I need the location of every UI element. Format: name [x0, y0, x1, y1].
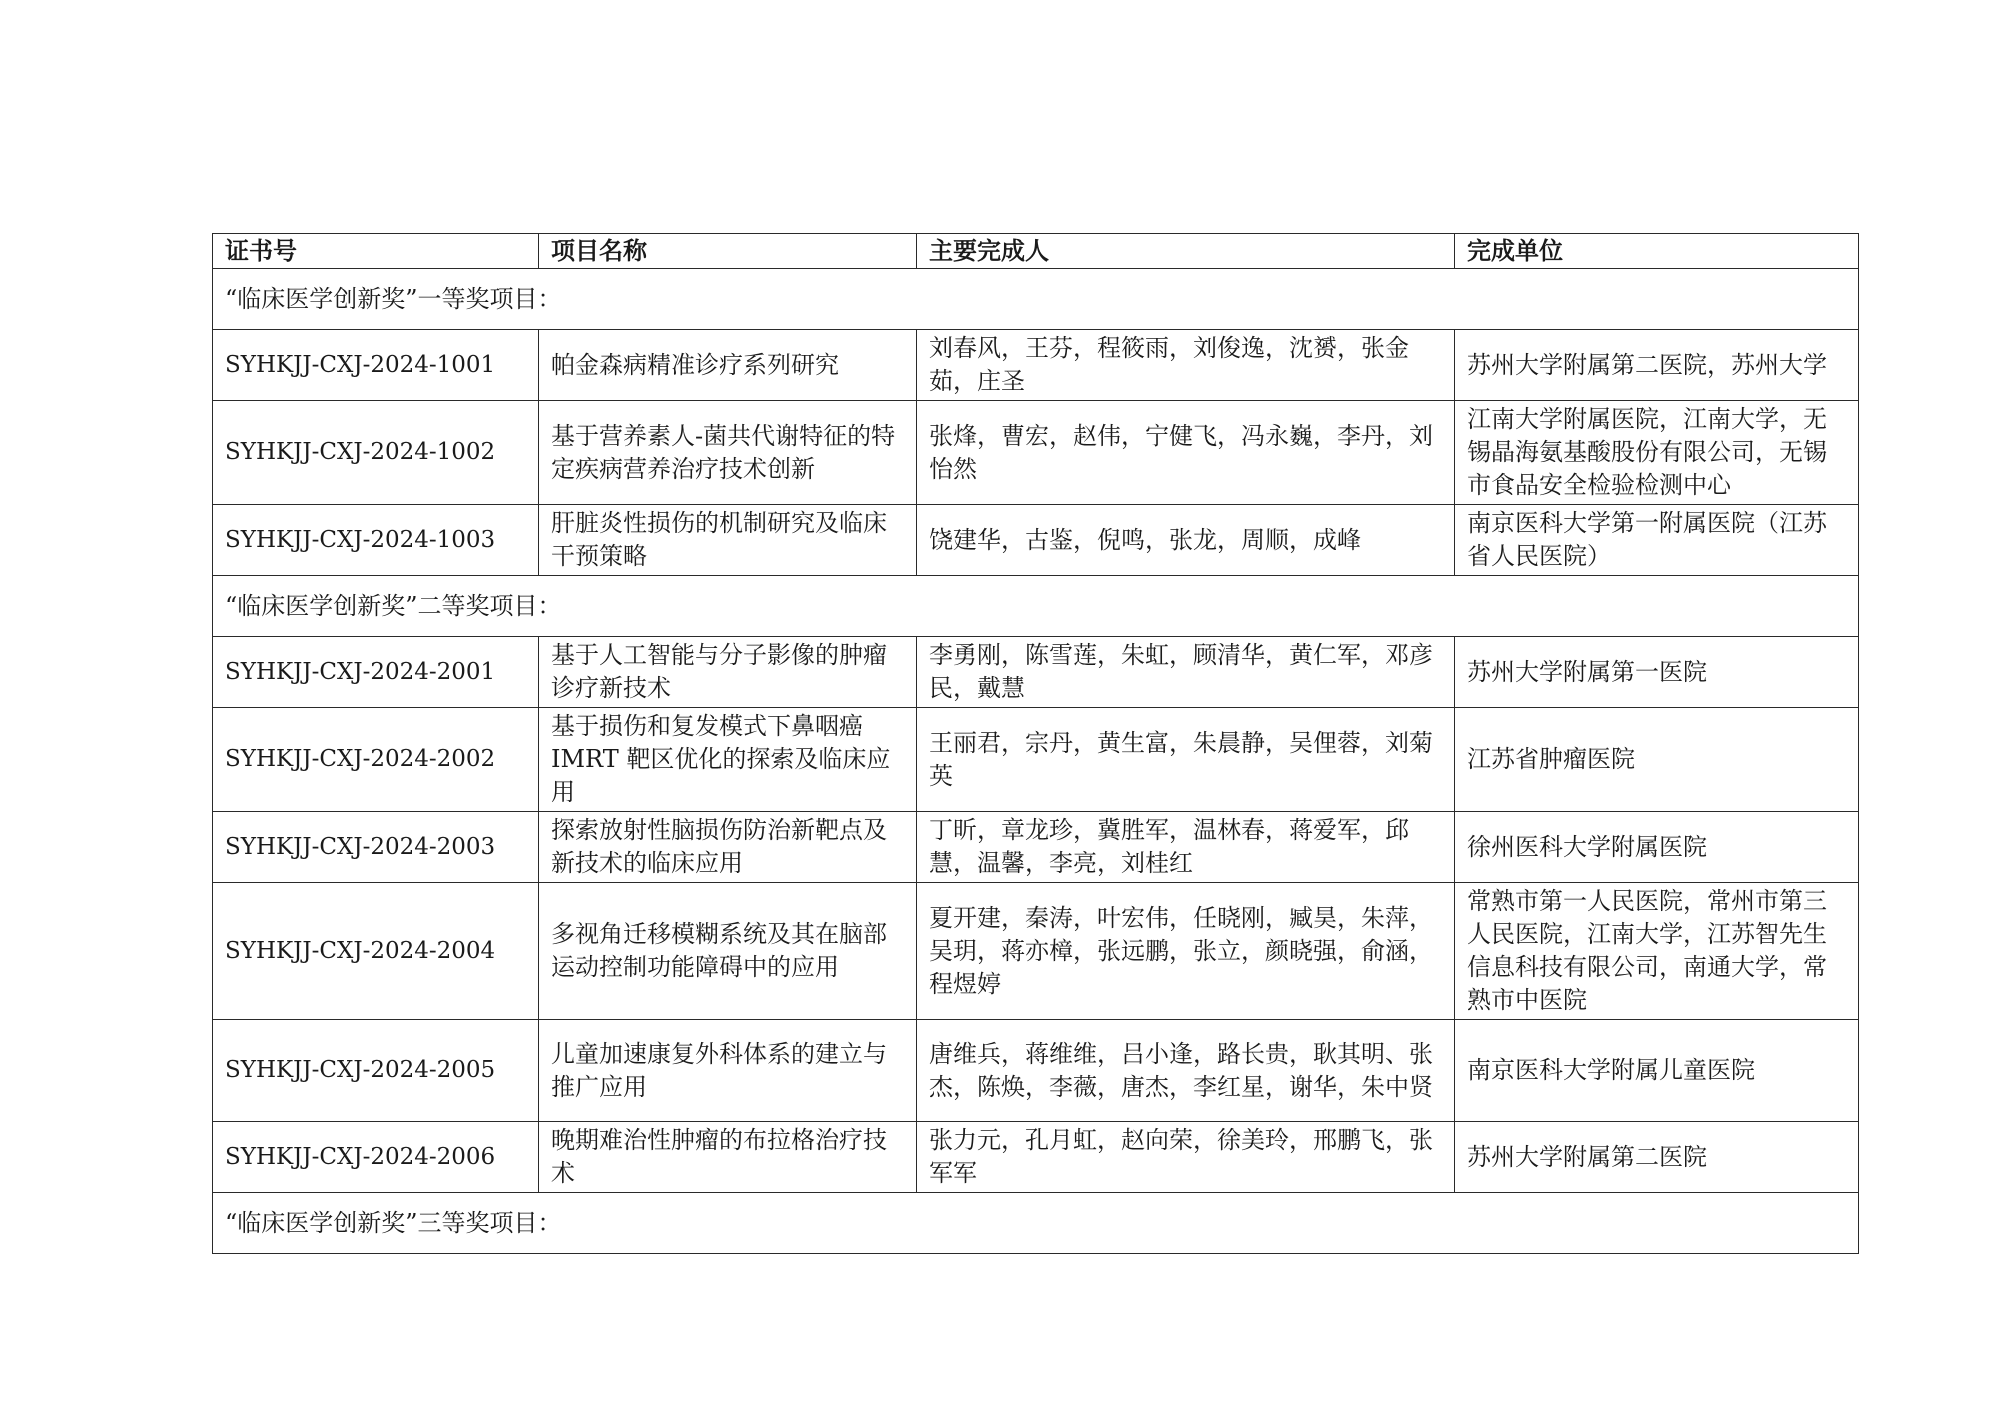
cert-no-cell: SYHKJJ-CXJ-2024-2005: [213, 1020, 539, 1122]
table-row: [213, 401, 1859, 505]
section-title-second-prize: “临床医学创新奖”二等奖项目：: [213, 576, 1859, 637]
unit-cell: 常熟市第一人民医院，常州市第三人民医院，江南大学，江苏智先生信息科技有限公司，南通大学，常熟市中医院: [1455, 883, 1859, 1020]
project-cell: 帕金森病精准诊疗系列研究: [539, 330, 917, 401]
header-cert-no: 证书号: [213, 234, 539, 269]
section-row: [213, 576, 1859, 637]
project-cell: 肝脏炎性损伤的机制研究及临床干预策略: [539, 505, 917, 576]
section-title-third-prize: “临床医学创新奖”三等奖项目：: [213, 1193, 1859, 1254]
people-cell: 唐维兵，蒋维维，吕小逢，路长贵，耿其明、张杰，陈焕，李薇，唐杰，李红星，谢华，朱中贤: [917, 1020, 1455, 1122]
people-cell: 丁昕，章龙珍，冀胜军，温林春，蒋爱军，邱慧，温馨，李亮，刘桂红: [917, 812, 1455, 883]
unit-cell: 徐州医科大学附属医院: [1455, 812, 1859, 883]
unit-cell: 南京医科大学第一附属医院（江苏省人民医院）: [1455, 505, 1859, 576]
table-row: [213, 812, 1859, 883]
award-table: [212, 233, 1859, 1254]
unit-cell: 南京医科大学附属儿童医院: [1455, 1020, 1859, 1122]
unit-cell: 苏州大学附属第二医院，苏州大学: [1455, 330, 1859, 401]
people-cell: 王丽君，宗丹，黄生富，朱晨静，吴俚蓉，刘菊英: [917, 708, 1455, 812]
table-row: [213, 708, 1859, 812]
unit-cell: 苏州大学附属第一医院: [1455, 637, 1859, 708]
project-cell: 儿童加速康复外科体系的建立与推广应用: [539, 1020, 917, 1122]
cert-no-cell: SYHKJJ-CXJ-2024-2002: [213, 708, 539, 812]
cert-no-cell: SYHKJJ-CXJ-2024-1003: [213, 505, 539, 576]
table-row: [213, 883, 1859, 1020]
project-cell: 多视角迁移模糊系统及其在脑部运动控制功能障碍中的应用: [539, 883, 917, 1020]
table-row: [213, 637, 1859, 708]
table-row: [213, 330, 1859, 401]
project-cell: 基于损伤和复发模式下鼻咽癌 IMRT 靶区优化的探索及临床应用: [539, 708, 917, 812]
cert-no-cell: SYHKJJ-CXJ-2024-2003: [213, 812, 539, 883]
people-cell: 夏开建，秦涛，叶宏伟，任晓刚，臧昊，朱萍，吴玥，蒋亦樟，张远鹏，张立，颜晓强，俞涵，程煜婷: [917, 883, 1455, 1020]
unit-cell: 苏州大学附属第二医院: [1455, 1122, 1859, 1193]
section-row: [213, 269, 1859, 330]
header-row: [213, 234, 1859, 269]
cert-no-cell: SYHKJJ-CXJ-2024-1002: [213, 401, 539, 505]
cert-no-cell: SYHKJJ-CXJ-2024-2006: [213, 1122, 539, 1193]
people-cell: 张力元，孔月虹，赵向荣，徐美玲，邢鹏飞，张军军: [917, 1122, 1455, 1193]
header-project: 项目名称: [539, 234, 917, 269]
project-cell: 晚期难治性肿瘤的布拉格治疗技术: [539, 1122, 917, 1193]
project-cell: 基于营养素人-菌共代谢特征的特定疾病营养治疗技术创新: [539, 401, 917, 505]
table-row: [213, 1122, 1859, 1193]
unit-cell: 江南大学附属医院，江南大学，无锡晶海氨基酸股份有限公司，无锡市食品安全检验检测中心: [1455, 401, 1859, 505]
header-unit: 完成单位: [1455, 234, 1859, 269]
cert-no-cell: SYHKJJ-CXJ-2024-1001: [213, 330, 539, 401]
project-cell: 基于人工智能与分子影像的肿瘤诊疗新技术: [539, 637, 917, 708]
cert-no-cell: SYHKJJ-CXJ-2024-2004: [213, 883, 539, 1020]
people-cell: 饶建华，古鉴，倪鸣，张龙，周顺，成峰: [917, 505, 1455, 576]
people-cell: 张烽，曹宏，赵伟，宁健飞，冯永巍，李丹，刘怡然: [917, 401, 1455, 505]
section-row: [213, 1193, 1859, 1254]
table-row: [213, 1020, 1859, 1122]
cert-no-cell: SYHKJJ-CXJ-2024-2001: [213, 637, 539, 708]
project-cell: 探索放射性脑损伤防治新靶点及新技术的临床应用: [539, 812, 917, 883]
header-people: 主要完成人: [917, 234, 1455, 269]
people-cell: 刘春风，王芬，程筱雨，刘俊逸，沈赟，张金茹，庄圣: [917, 330, 1455, 401]
table-row: [213, 505, 1859, 576]
people-cell: 李勇刚，陈雪莲，朱虹，顾清华，黄仁军，邓彦民，戴慧: [917, 637, 1455, 708]
unit-cell: 江苏省肿瘤医院: [1455, 708, 1859, 812]
section-title-first-prize: “临床医学创新奖”一等奖项目：: [213, 269, 1859, 330]
